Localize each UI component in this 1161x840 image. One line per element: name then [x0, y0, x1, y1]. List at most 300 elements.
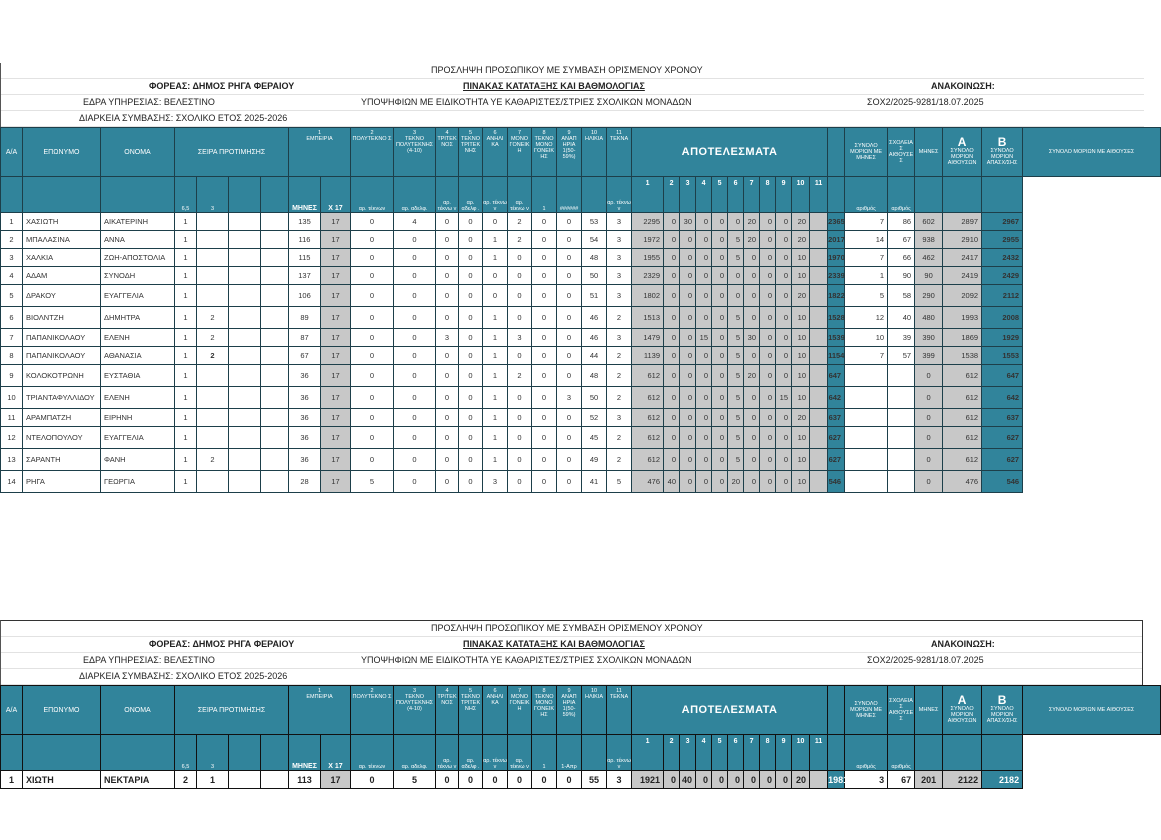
- experience-multiplier: 17: [321, 231, 351, 249]
- experience-months: 36: [289, 365, 321, 387]
- sub-ar-adelf: αρ. αδελφ.: [394, 735, 436, 771]
- total-rooms-points: 462: [915, 249, 943, 267]
- grand-total: 627: [982, 427, 1023, 449]
- apot-num: 6: [728, 177, 744, 213]
- criterion-c11: 3: [607, 249, 632, 267]
- surname: ΡΗΓΑ: [23, 471, 101, 493]
- result-3: 0: [680, 365, 696, 387]
- schools-count: 7: [845, 249, 888, 267]
- criterion-c8: 0: [532, 213, 557, 231]
- surname: ΜΠΑΛΑΣΙΝΑ: [23, 231, 101, 249]
- sub-c4: αρ. τέκνω ν: [436, 177, 459, 213]
- criterion-c4: 0: [436, 285, 459, 307]
- doc-title: ΠΡΟΣΛΗΨΗ ΠΡΟΣΩΠΙΚΟΥ ΜΕ ΣΥΜΒΑΣΗ ΟΡΙΣΜΕΝΟΥ ΧΡΟΝΟΥ: [431, 623, 703, 633]
- result-5: 0: [712, 213, 728, 231]
- experience-multiplier: 17: [321, 449, 351, 471]
- foreas: ΦΟΡΕΑΣ: ΔΗΜΟΣ ΡΗΓΑ ΦΕΡΑΙΟΥ: [149, 639, 295, 649]
- surname: ΤΡΙΑΝΤΑΦΥΛΛΙΔΟΥ: [23, 387, 101, 409]
- result-3: 40: [680, 771, 696, 789]
- col-a: Α ΣΥΝΟΛΟ ΜΟΡΙΩΝ ΑΙΘΟΥΣΩΝ: [943, 128, 982, 177]
- result-7: 0: [744, 427, 760, 449]
- criterion-c5: 0: [459, 771, 483, 789]
- sub-65: 6,5: [175, 735, 197, 771]
- first-name: ΕΥΑΓΓΕΛΙΑ: [101, 427, 175, 449]
- preference-1: 1: [175, 249, 197, 267]
- preference-1: 1: [175, 347, 197, 365]
- result-11: [810, 449, 828, 471]
- criterion-c4: 0: [436, 231, 459, 249]
- criterion-c7: 0: [508, 285, 532, 307]
- result-2: 0: [664, 387, 680, 409]
- preference-1: 1: [175, 231, 197, 249]
- result-4: 0: [696, 267, 712, 285]
- sub-3: 3: [197, 735, 229, 771]
- result-8: 0: [760, 347, 776, 365]
- experience-months: 116: [289, 231, 321, 249]
- criterion-c8: 0: [532, 771, 557, 789]
- col-seira: ΣΕΙΡΑ ΠΡΟΤΙΜΗΣΗΣ: [175, 686, 289, 735]
- ranking-sheet-supplementary: [0, 620, 1143, 789]
- preference-1: 1: [175, 471, 197, 493]
- total-rooms-points: 201: [915, 771, 943, 789]
- criterion-c4: 0: [436, 267, 459, 285]
- result-8: 0: [760, 329, 776, 347]
- experience-months: 36: [289, 387, 321, 409]
- preference-3: [229, 329, 261, 347]
- total-rooms-points: 0: [915, 409, 943, 427]
- schools-count: [845, 365, 888, 387]
- experience-multiplier: 17: [321, 267, 351, 285]
- result-4: 0: [696, 285, 712, 307]
- apot-num: 7: [744, 177, 760, 213]
- total-with-months: 1822: [828, 285, 845, 307]
- criterion-c2: 0: [351, 249, 394, 267]
- criterion-c10: 49: [582, 449, 607, 471]
- first-name: ΑΝΝΑ: [101, 231, 175, 249]
- sheet-header: [0, 620, 1143, 685]
- col-aa: Α/Α: [1, 128, 23, 177]
- criterion-c7: 0: [508, 267, 532, 285]
- col-tekna: 11 ΤΕΚΝΑ: [607, 686, 632, 735]
- criterion-c3: 0: [394, 427, 436, 449]
- criterion-c8: 0: [532, 471, 557, 493]
- criterion-c8: 0: [532, 387, 557, 409]
- result-2: 0: [664, 771, 680, 789]
- total-employment-points: 1993: [943, 307, 982, 329]
- result-7: 0: [744, 471, 760, 493]
- surname: ΒΙΟΛΝΤΖΗ: [23, 307, 101, 329]
- result-3: 0: [680, 387, 696, 409]
- criterion-c5: 0: [459, 249, 483, 267]
- sub-ar-teknon: αρ. τέκνων: [351, 735, 394, 771]
- criterion-c11: 2: [607, 427, 632, 449]
- sub-arithmos-mines: αριθμός: [888, 735, 915, 771]
- result-6: 5: [728, 231, 744, 249]
- row-number: 2: [1, 231, 23, 249]
- criterion-c9: 0: [557, 347, 582, 365]
- criterion-c7: 0: [508, 347, 532, 365]
- col-apotelesmata: ΑΠΟΤΕΛΕΣΜΑΤΑ: [632, 128, 828, 177]
- schools-count: 7: [845, 213, 888, 231]
- criterion-c10: 52: [582, 409, 607, 427]
- result-7: 0: [744, 285, 760, 307]
- table-row: [1, 365, 1161, 387]
- result-3: 0: [680, 329, 696, 347]
- result-2: 0: [664, 307, 680, 329]
- header-row-2: [1, 177, 1161, 213]
- experience-multiplier: 17: [321, 249, 351, 267]
- result-3: 0: [680, 427, 696, 449]
- experience-multiplier: 17: [321, 771, 351, 789]
- experience-months: 135: [289, 213, 321, 231]
- result-2: 40: [664, 471, 680, 493]
- result-7: 0: [744, 387, 760, 409]
- criterion-c9: 0: [557, 427, 582, 449]
- criterion-c3: 4: [394, 213, 436, 231]
- preference-1: 1: [175, 427, 197, 449]
- apot-num: 8: [760, 735, 776, 771]
- result-4: 0: [696, 365, 712, 387]
- criterion-c2: 0: [351, 285, 394, 307]
- result-5: 0: [712, 285, 728, 307]
- preference-3: [229, 307, 261, 329]
- result-8: 0: [760, 267, 776, 285]
- months-count: 67: [888, 231, 915, 249]
- col-tekna: 11 ΤΕΚΝΑ: [607, 128, 632, 177]
- result-2: 0: [664, 267, 680, 285]
- preference-3: [229, 427, 261, 449]
- total-rooms-points: 0: [915, 449, 943, 471]
- result-5: 0: [712, 771, 728, 789]
- months-count: 86: [888, 213, 915, 231]
- col-onoma: ΟΝΟΜΑ: [101, 128, 175, 177]
- result-3: 0: [680, 409, 696, 427]
- criterion-c8: 0: [532, 231, 557, 249]
- criterion-c11: 3: [607, 231, 632, 249]
- criterion-c4: 0: [436, 471, 459, 493]
- criterion-c2: 5: [351, 471, 394, 493]
- criterion-c10: 48: [582, 365, 607, 387]
- row-number: 11: [1, 409, 23, 427]
- result-7: 0: [744, 267, 760, 285]
- sub-c7: αρ. τέκνω ν: [508, 177, 532, 213]
- preference-2: [197, 213, 229, 231]
- result-7: 0: [744, 347, 760, 365]
- criterion-c11: 3: [607, 267, 632, 285]
- col-eponymo: ΕΠΩΝΥΜΟ: [23, 686, 101, 735]
- col-ilikia: 10 ΗΛΙΚΙΑ: [582, 686, 607, 735]
- criterion-c9: 0: [557, 231, 582, 249]
- grand-total: 1929: [982, 329, 1023, 347]
- total-with-months: 647: [828, 365, 845, 387]
- total-employment-points: 612: [943, 409, 982, 427]
- grand-total: 2112: [982, 285, 1023, 307]
- total-with-months: 1539: [828, 329, 845, 347]
- experience-months: 115: [289, 249, 321, 267]
- col-mines: ΜΗΝΕΣ: [915, 128, 943, 177]
- criterion-c6: 1: [483, 427, 508, 449]
- grand-total: 2429: [982, 267, 1023, 285]
- criterion-c2: 0: [351, 387, 394, 409]
- total-rooms-points: 390: [915, 329, 943, 347]
- experience-months: 89: [289, 307, 321, 329]
- criterion-c3: 0: [394, 387, 436, 409]
- preference-3: [229, 285, 261, 307]
- table-row: [1, 267, 1161, 285]
- criterion-c4: 0: [436, 387, 459, 409]
- first-name: ΖΩΗ-ΑΠΟΣΤΟΛΙΑ: [101, 249, 175, 267]
- criterion-c7: 2: [508, 231, 532, 249]
- grand-total: 2432: [982, 249, 1023, 267]
- result-11: [810, 285, 828, 307]
- row-number: 1: [1, 771, 23, 789]
- criterion-c5: 0: [459, 231, 483, 249]
- months-count: [888, 449, 915, 471]
- surname: ΠΑΠΑΝΙΚΟΛΑΟΥ: [23, 329, 101, 347]
- result-7: 20: [744, 213, 760, 231]
- criterion-c3: 0: [394, 231, 436, 249]
- total-with-months: 627: [828, 449, 845, 471]
- criterion-c10: 44: [582, 347, 607, 365]
- apot-num: 5: [712, 177, 728, 213]
- first-name: ΕΛΕΝΗ: [101, 387, 175, 409]
- result-4: 0: [696, 449, 712, 471]
- result-7: 0: [744, 307, 760, 329]
- schools-count: [845, 449, 888, 471]
- criterion-c3: 0: [394, 329, 436, 347]
- col-spacer: [828, 128, 845, 177]
- result-2: 0: [664, 365, 680, 387]
- grand-total: 2955: [982, 231, 1023, 249]
- preference-2: 2: [197, 449, 229, 471]
- result-5: 0: [712, 471, 728, 493]
- col-sxoleia: ΣΧΟΛΕΙΑ Σ ΑΙΘΟΥΣΕ Σ: [888, 128, 915, 177]
- sub-c8: 1: [532, 735, 557, 771]
- result-9: 0: [776, 449, 792, 471]
- preference-2: [197, 387, 229, 409]
- months-count: [888, 409, 915, 427]
- criterion-c8: 0: [532, 427, 557, 449]
- criterion-c8: 0: [532, 249, 557, 267]
- result-4: 0: [696, 409, 712, 427]
- total-employment-points: 2417: [943, 249, 982, 267]
- criterion-c6: 1: [483, 249, 508, 267]
- total-employment-points: 2419: [943, 267, 982, 285]
- criterion-c7: 2: [508, 213, 532, 231]
- criterion-c6: 1: [483, 231, 508, 249]
- result-8: 0: [760, 231, 776, 249]
- experience-multiplier: 17: [321, 471, 351, 493]
- result-10: 20: [792, 213, 810, 231]
- experience-multiplier: 17: [321, 365, 351, 387]
- months-count: 57: [888, 347, 915, 365]
- preference-1: 1: [175, 449, 197, 471]
- total-with-months: 642: [828, 387, 845, 409]
- result-5: 0: [712, 409, 728, 427]
- criterion-c2: 0: [351, 771, 394, 789]
- result-4: 0: [696, 347, 712, 365]
- criterion-c11: 2: [607, 365, 632, 387]
- apot-num: 3: [680, 735, 696, 771]
- result-7: 20: [744, 365, 760, 387]
- criterion-c4: 0: [436, 771, 459, 789]
- first-name: ΔΗΜΗΤΡΑ: [101, 307, 175, 329]
- criterion-c4: 0: [436, 213, 459, 231]
- result-9: 0: [776, 409, 792, 427]
- experience-multiplier: 17: [321, 213, 351, 231]
- criterion-c3: 0: [394, 471, 436, 493]
- result-11: [810, 231, 828, 249]
- total-employment-points: 1869: [943, 329, 982, 347]
- apot-num: 3: [680, 177, 696, 213]
- criterion-c7: 0: [508, 409, 532, 427]
- result-11: [810, 387, 828, 409]
- total-employment-points: 612: [943, 449, 982, 471]
- result-6: 5: [728, 347, 744, 365]
- months-count: 67: [888, 771, 915, 789]
- table-row: [1, 771, 1161, 789]
- criterion-c2: 0: [351, 409, 394, 427]
- result-6: 5: [728, 249, 744, 267]
- total-rooms-points: 938: [915, 231, 943, 249]
- grand-total: 2182: [982, 771, 1023, 789]
- protocol-number: ΣΟΧ2/2025-9281/18.07.2025: [867, 655, 984, 665]
- criterion-c9: 0: [557, 213, 582, 231]
- result-11: [810, 329, 828, 347]
- result-1: 1139: [632, 347, 664, 365]
- anakoinosi-label: ΑΝΑΚΟΙΝΩΣΗ:: [931, 639, 995, 649]
- result-10: 10: [792, 387, 810, 409]
- preference-4: [261, 231, 289, 249]
- criterion-c9: 0: [557, 449, 582, 471]
- sub-c6: αρ. τέκνω ν: [483, 177, 508, 213]
- result-2: 0: [664, 427, 680, 449]
- result-1: 2329: [632, 267, 664, 285]
- table-row: [1, 471, 1161, 493]
- apot-num: 1: [632, 177, 664, 213]
- result-9: 0: [776, 365, 792, 387]
- result-11: [810, 213, 828, 231]
- col-anapiria: 9 ΑΝΑΠ ΗΡΙΑ 1(50-59%): [557, 686, 582, 735]
- total-rooms-points: 0: [915, 427, 943, 449]
- criterion-c3: 0: [394, 365, 436, 387]
- preference-2: [197, 285, 229, 307]
- preference-1: 1: [175, 365, 197, 387]
- result-3: 0: [680, 449, 696, 471]
- criterion-c11: 3: [607, 213, 632, 231]
- total-with-months: 627: [828, 427, 845, 449]
- result-1: 476: [632, 471, 664, 493]
- apot-num: 5: [712, 735, 728, 771]
- result-3: 0: [680, 307, 696, 329]
- result-10: 10: [792, 267, 810, 285]
- criterion-c4: 0: [436, 347, 459, 365]
- criterion-c2: 0: [351, 329, 394, 347]
- criterion-c10: 54: [582, 231, 607, 249]
- row-number: 7: [1, 329, 23, 347]
- preference-2: 1: [197, 771, 229, 789]
- criterion-c8: 0: [532, 267, 557, 285]
- criterion-c8: 0: [532, 365, 557, 387]
- surname: ΧΑΣΙΩΤΗ: [23, 213, 101, 231]
- criterion-c11: 2: [607, 307, 632, 329]
- surname: ΑΔΑΜ: [23, 267, 101, 285]
- total-with-months: 2365: [828, 213, 845, 231]
- experience-multiplier: 17: [321, 329, 351, 347]
- preference-2: 2: [197, 347, 229, 365]
- criterion-c2: 0: [351, 267, 394, 285]
- preference-4: [261, 347, 289, 365]
- sub-c11: αρ. τέκνω ν: [607, 735, 632, 771]
- criterion-c6: 1: [483, 307, 508, 329]
- total-employment-points: 2122: [943, 771, 982, 789]
- result-3: 0: [680, 347, 696, 365]
- result-4: 0: [696, 427, 712, 449]
- criterion-c11: 3: [607, 285, 632, 307]
- preference-4: [261, 249, 289, 267]
- diarkeia: ΔΙΑΡΚΕΙΑ ΣΥΜΒΑΣΗΣ: ΣΧΟΛΙΚΟ ΕΤΟΣ 2025-2026: [79, 113, 288, 123]
- criterion-c9: 3: [557, 387, 582, 409]
- result-9: 0: [776, 771, 792, 789]
- result-11: [810, 365, 828, 387]
- result-6: 0: [728, 285, 744, 307]
- criterion-c4: 0: [436, 409, 459, 427]
- criterion-c7: 0: [508, 249, 532, 267]
- result-8: 0: [760, 365, 776, 387]
- criterion-c5: 0: [459, 307, 483, 329]
- sub-c9: ######: [557, 177, 582, 213]
- result-10: 10: [792, 307, 810, 329]
- schools-count: [845, 387, 888, 409]
- criterion-c6: 0: [483, 213, 508, 231]
- total-rooms-points: 290: [915, 285, 943, 307]
- result-8: 0: [760, 449, 776, 471]
- criterion-c3: 0: [394, 307, 436, 329]
- table-row: [1, 449, 1161, 471]
- criterion-c4: 0: [436, 427, 459, 449]
- criterion-c6: 0: [483, 267, 508, 285]
- sub-c5: αρ. αδελφ .: [459, 735, 483, 771]
- criterion-c9: 0: [557, 409, 582, 427]
- schools-count: 1: [845, 267, 888, 285]
- apot-num: 4: [696, 735, 712, 771]
- row-number: 14: [1, 471, 23, 493]
- col-anilika: 6 ΑΝΗΛΙ ΚΑ: [483, 128, 508, 177]
- preference-3: [229, 267, 261, 285]
- preference-3: [229, 347, 261, 365]
- table-row: [1, 307, 1161, 329]
- apot-num: 7: [744, 735, 760, 771]
- result-1: 1802: [632, 285, 664, 307]
- first-name: ΕΥΑΓΓΕΛΙΑ: [101, 285, 175, 307]
- total-rooms-points: 480: [915, 307, 943, 329]
- sub-mines: ΜΗΝΕΣ: [289, 177, 321, 213]
- foreas: ΦΟΡΕΑΣ: ΔΗΜΟΣ ΡΗΓΑ ΦΕΡΑΙΟΥ: [149, 81, 295, 91]
- preference-3: [229, 471, 261, 493]
- grand-total: 2008: [982, 307, 1023, 329]
- preference-3: [229, 365, 261, 387]
- experience-multiplier: 17: [321, 427, 351, 449]
- criterion-c10: 48: [582, 249, 607, 267]
- result-10: 10: [792, 249, 810, 267]
- total-with-months: 1970: [828, 249, 845, 267]
- result-11: [810, 409, 828, 427]
- result-1: 612: [632, 365, 664, 387]
- table-row: [1, 231, 1161, 249]
- preference-3: [229, 231, 261, 249]
- total-with-months: 1981: [828, 771, 845, 789]
- result-10: 10: [792, 329, 810, 347]
